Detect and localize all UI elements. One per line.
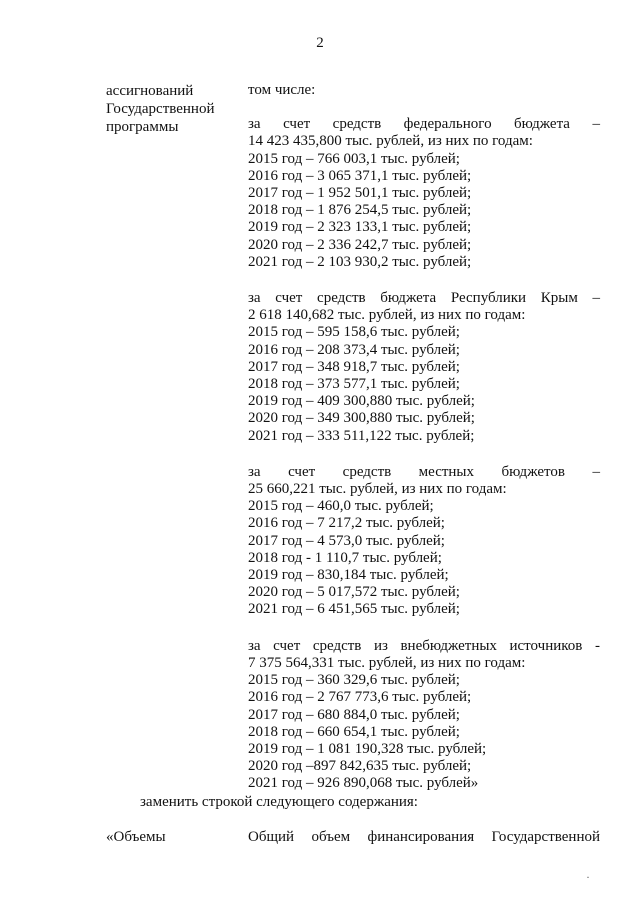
year-amount: 2015 год – 460,0 тыс. рублей; (248, 498, 434, 515)
heading-word: - (594, 637, 600, 654)
year-amount: 2017 год – 4 573,0 тыс. рублей; (248, 532, 445, 549)
heading-word: бюджетов (501, 463, 565, 480)
year-amount: 2020 год – 5 017,572 тыс. рублей; (248, 584, 460, 601)
year-amount: 2020 год – 2 336 242,7 тыс. рублей; (248, 236, 472, 253)
year-amount: 2019 год – 2 323 133,1 тыс. рублей; (248, 219, 472, 236)
heading-word: Республики (450, 290, 527, 307)
year-amount: 2016 год – 3 065 371,1 тыс. рублей; (248, 167, 472, 184)
year-amount: 2018 год – 1 876 254,5 тыс. рублей; (248, 202, 472, 219)
year-amount: 2020 год –897 842,635 тыс. рублей; (248, 758, 472, 775)
replacement-word: Общий (248, 829, 295, 845)
source-heading (248, 464, 600, 481)
heading-word: за (248, 290, 261, 307)
heading-word: за (248, 116, 261, 133)
year-amount: 2019 год – 1 081 190,328 тыс. рублей; (248, 740, 487, 757)
source-heading (248, 116, 600, 133)
heading-word: бюджета (514, 116, 570, 133)
page-number: 2 (316, 35, 324, 51)
heading-word: – (592, 463, 600, 480)
funding-details (248, 82, 600, 793)
heading-word: средств (342, 463, 392, 480)
heading-word: федерального (403, 116, 492, 133)
row-label-column (106, 82, 246, 136)
funding-source-extrabudgetary (248, 638, 600, 793)
heading-word: средств (312, 637, 362, 654)
year-amount: 2017 год – 680 884,0 тыс. рублей; (248, 706, 460, 723)
source-total: 7 375 564,331 тыс. рублей, из них по годам: (248, 654, 526, 671)
heading-word: внебюджетных (400, 637, 497, 654)
source-total: 14 423 435,800 тыс. рублей, из них по годам: (248, 133, 533, 150)
year-amount: 2015 год – 595 158,6 тыс. рублей; (248, 324, 460, 341)
heading-word: источников (509, 637, 583, 654)
year-amount: 2017 год – 348 918,7 тыс. рублей; (248, 358, 460, 375)
replacement-word: объем (311, 829, 351, 845)
replacement-word: финансирования (367, 829, 475, 845)
year-amount: 2021 год – 2 103 930,2 тыс. рублей; (248, 253, 472, 270)
heading-word: счет (283, 116, 311, 133)
heading-word: счет (275, 290, 303, 307)
heading-word: средств (317, 290, 366, 307)
funding-source-crimea (248, 290, 600, 445)
funding-source-local (248, 464, 600, 619)
year-amount: 2019 год – 409 300,880 тыс. рублей; (248, 393, 475, 410)
source-total: 2 618 140,682 тыс. рублей, из них по годам: (248, 307, 526, 324)
row-label-line: Государственной (106, 101, 215, 117)
intro-text: том числе: (248, 82, 316, 98)
page-corner-mark: · (586, 870, 590, 884)
heading-word: средств (332, 116, 382, 133)
source-heading (248, 638, 600, 655)
heading-word: Крым (540, 290, 578, 307)
heading-word: счет (273, 637, 301, 654)
replacement-word: Государственной (491, 829, 600, 845)
replacement-row-text (248, 829, 600, 846)
funding-source-federal (248, 116, 600, 271)
replacement-instruction: заменить строкой следующего содержания: (140, 794, 418, 810)
heading-word: – (592, 290, 600, 307)
year-amount: 2018 год – 373 577,1 тыс. рублей; (248, 376, 460, 393)
year-amount: 2015 год – 766 003,1 тыс. рублей; (248, 150, 460, 167)
replacement-row-label: «Объемы (106, 829, 166, 845)
replacement-row (106, 829, 600, 849)
source-heading (248, 290, 600, 307)
source-total: 25 660,221 тыс. рублей, из них по годам: (248, 481, 507, 498)
year-amount: 2016 год – 2 767 773,6 тыс. рублей; (248, 689, 472, 706)
heading-word: бюджета (380, 290, 437, 307)
year-amount: 2018 год – 660 654,1 тыс. рублей; (248, 723, 460, 740)
heading-word: за (248, 463, 261, 480)
year-amount: 2019 год – 830,184 тыс. рублей; (248, 567, 449, 584)
year-amount: 2016 год – 7 217,2 тыс. рублей; (248, 515, 445, 532)
year-amount: 2020 год – 349 300,880 тыс. рублей; (248, 410, 475, 427)
year-amount: 2017 год – 1 952 501,1 тыс. рублей; (248, 185, 472, 202)
heading-word: местных (418, 463, 475, 480)
year-amount: 2015 год – 360 329,6 тыс. рублей; (248, 672, 460, 689)
year-amount: 2021 год – 6 451,565 тыс. рублей; (248, 601, 460, 618)
year-amount: 2021 год – 926 890,068 тыс. рублей» (248, 775, 479, 792)
year-amount: 2016 год – 208 373,4 тыс. рублей; (248, 341, 460, 358)
heading-word: – (592, 116, 600, 133)
heading-word: за (248, 637, 261, 654)
row-label-line: программы (106, 119, 179, 135)
heading-word: счет (288, 463, 316, 480)
row-label-line: ассигнований (106, 83, 194, 99)
year-amount: 2021 год – 333 511,122 тыс. рублей; (248, 427, 475, 444)
heading-word: из (373, 637, 388, 654)
year-amount: 2018 год - 1 110,7 тыс. рублей; (248, 549, 442, 566)
